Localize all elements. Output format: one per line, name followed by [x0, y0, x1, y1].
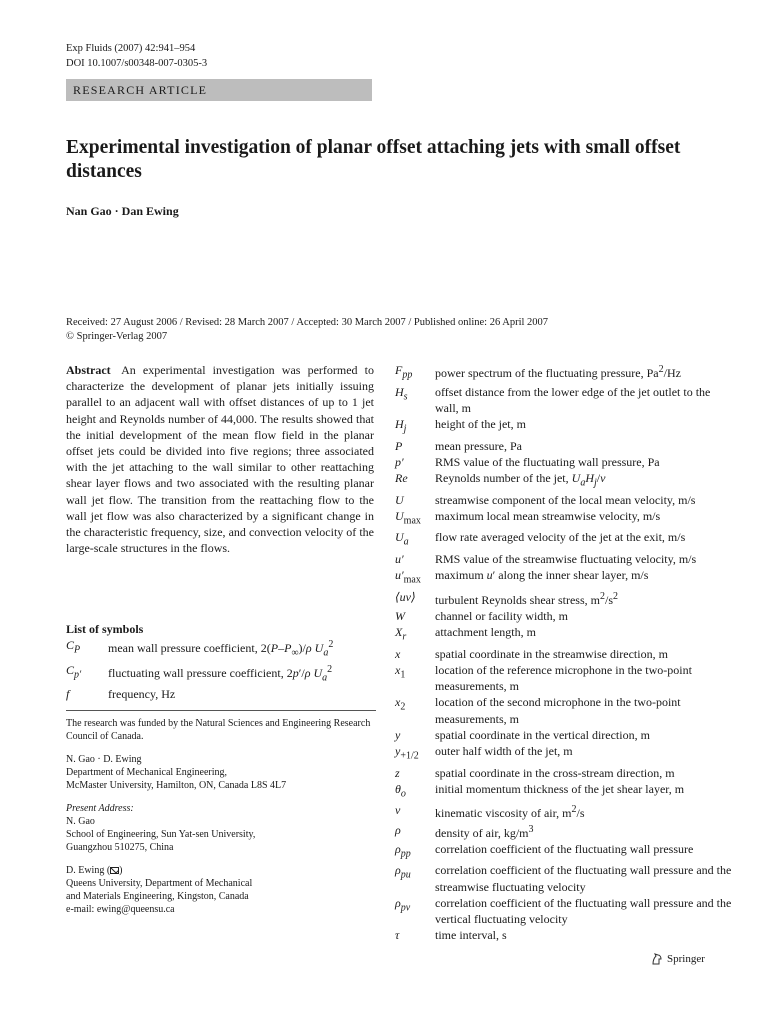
symbol-row	[395, 529, 735, 551]
symbol-row	[395, 589, 735, 608]
corresponding-author: D. Ewing ( ) Queens University, Department of Mechanical and Materials Engineering, Kingston, Canada e-mail: ewing@queensu.ca	[66, 864, 378, 916]
symbol-row	[395, 841, 735, 863]
symbol: $\theta_o$	[395, 781, 406, 800]
symbol-row	[395, 416, 735, 438]
symbol: z	[395, 765, 400, 780]
symbol: U	[395, 492, 404, 507]
symbol-definition: location of the reference microphone in the two-point measurements, m	[435, 662, 692, 694]
symbol-definition: spatial coordinate in the vertical direction, m	[435, 727, 650, 742]
symbol: p′	[395, 454, 404, 469]
symbol-row	[395, 438, 735, 454]
symbol: $\rho_{pv}$	[395, 895, 411, 914]
symbol: $\rho_{pp}$	[395, 841, 411, 860]
symbol: $u'_{max}$	[395, 568, 421, 586]
publisher-name: Springer	[667, 953, 705, 965]
symbol: ν	[395, 803, 401, 818]
symbol-definition: RMS value of the streamwise fluctuating velocity, m/s	[435, 551, 697, 566]
symbol-row	[395, 624, 735, 646]
list-of-symbols-heading: List of symbols	[66, 622, 144, 636]
symbol: $x_2$	[395, 695, 406, 713]
springer-horse-icon	[650, 952, 664, 966]
abstract-text: An experimental investigation was performed to characterize the development of planar jets initially issuing parallel to an adjacent wall with offset distances of up to 1 jet height and Reynolds number of 44,000. The results showed that the initial development of the mean flow field in the planar offset jets could be divided into five regions; three associated with the jet attaching to the wall similar to other reattaching shear layer flows and two associated with the resulting planar wall jet flow. The transition from the reattaching flow to the wall jet flow was also characterized by a significant change in the characteristic frequency, size, and convection velocity of the large-scale structures in the flows.	[66, 363, 375, 556]
list-of-symbols	[66, 621, 376, 703]
symbol-definition: correlation coefficient of the fluctuating wall pressure and the vertical fluctuating velocity	[435, 895, 732, 926]
symbol-row	[395, 662, 735, 694]
symbol-definition: Reynolds number of the jet, $U_aH_j/\nu$	[435, 471, 606, 489]
symbol: $U_{max}$	[395, 508, 421, 527]
symbol: P	[395, 438, 403, 453]
symbol-row	[66, 662, 376, 687]
symbol-definition: channel or facility width, m	[435, 608, 568, 623]
publisher-logo	[650, 952, 705, 966]
symbol: $C_P$	[66, 638, 81, 656]
symbol-definition: streamwise component of the local mean velocity, m/s	[435, 492, 696, 507]
symbol-definition: correlation coefficient of the fluctuating wall pressure	[435, 841, 694, 856]
footnote-divider	[66, 710, 376, 711]
journal-meta	[66, 41, 207, 71]
funding-note: The research was funded by the Natural Sciences and Engineering Research Council of Canada.	[66, 718, 371, 742]
symbol-definition: outer half width of the jet, m	[435, 744, 573, 758]
symbol-row	[395, 895, 735, 927]
symbol-row	[395, 765, 735, 781]
symbol: $x_1$	[395, 662, 406, 681]
symbol-definition: maximum u′ along the inner shear layer, m/s	[435, 568, 649, 583]
symbol-definition: density of air, $kg/m^3$	[435, 823, 534, 840]
symbol-row	[395, 781, 735, 803]
symbol: $H_s$	[395, 384, 408, 402]
symbol-definition: maximum local mean streamwise velocity, m/s	[435, 508, 661, 523]
symbol-row	[395, 470, 735, 492]
symbol-row	[395, 862, 735, 894]
symbol-row	[395, 454, 735, 470]
symbol: $X_r$	[395, 625, 407, 643]
symbol: $F_{pp}$	[395, 363, 413, 381]
symbol: $H_j$	[395, 417, 407, 435]
abstract-label: Abstract	[66, 363, 111, 377]
symbol: f	[66, 687, 70, 702]
article-type-banner: RESEARCH ARTICLE	[66, 79, 372, 101]
symbol-row	[395, 551, 735, 567]
symbol-row	[395, 567, 735, 589]
publication-history	[66, 316, 548, 344]
envelope-icon	[110, 867, 119, 874]
doi[interactable]: DOI 10.1007/s00348-007-0305-3	[66, 58, 208, 69]
paper-title: Experimental investigation of planar offset attaching jets with small offset distances	[66, 137, 681, 182]
symbol-definition: turbulent Reynolds shear stress, $m^2/s^2$	[435, 590, 618, 607]
symbol: ⟨uv⟩	[395, 589, 416, 604]
journal-citation: Exp Fluids (2007) 42:941–954	[66, 43, 196, 54]
symbol-row	[66, 686, 376, 702]
symbol-definition: mean pressure, Pa	[435, 438, 522, 453]
history-dates: Received: 27 August 2006 / Revised: 28 March 2007 / Accepted: 30 March 2007 / Published online: 26 April 2007	[66, 317, 549, 328]
symbol: y	[395, 727, 401, 742]
symbol-definition: initial momentum thickness of the jet shear layer, m	[435, 781, 685, 796]
symbol-row	[395, 743, 735, 765]
symbol: x	[395, 646, 401, 661]
symbol-definition: height of the jet, m	[435, 417, 526, 431]
symbol: $C_{p'}$	[66, 662, 82, 681]
symbol-definition: mean wall pressure coefficient, $2(P-P_\infty)/\rho$ $U_a^2$	[108, 639, 334, 659]
symbol: ρ	[395, 822, 401, 837]
symbols-list-continued	[395, 362, 735, 943]
symbol-row	[395, 492, 735, 508]
symbol-row	[395, 608, 735, 624]
symbol-definition: location of the second microphone in the two-point measurements, m	[435, 695, 681, 726]
copyright: © Springer-Verlag 2007	[66, 331, 168, 342]
contact-email[interactable]: e-mail: ewing@queensu.ca	[66, 904, 175, 915]
author-list: Nan Gao · Dan Ewing	[66, 204, 179, 218]
symbol-definition: fluctuating wall pressure coefficient, 2p′/ρ $U_a^2$	[108, 663, 333, 684]
symbol-definition: offset distance from the lower edge of the jet outlet to the wall, m	[435, 384, 711, 415]
symbol-row	[395, 727, 735, 743]
symbol: τ	[395, 928, 400, 943]
symbol: $y_{+1/2}$	[395, 744, 419, 762]
symbol: $U_a$	[395, 530, 409, 548]
symbol-definition: time interval, s	[435, 928, 507, 943]
symbol-row	[395, 646, 735, 662]
symbol-definition: spatial coordinate in the cross-stream direction, m	[435, 765, 675, 780]
symbol-definition: RMS value of the fluctuating wall pressure, Pa	[435, 454, 660, 469]
symbol: Re	[395, 471, 408, 485]
symbol-row	[395, 927, 735, 943]
symbol-definition: power spectrum of the fluctuating pressure, Pa$^2$/Hz	[435, 364, 681, 380]
symbol-row	[395, 822, 735, 841]
symbol-row	[395, 508, 735, 530]
abstract	[66, 362, 374, 556]
symbol-definition: kinematic viscosity of air, $m^2/s$	[435, 804, 585, 821]
symbol-definition: flow rate averaged velocity of the jet at the exit, m/s	[435, 530, 686, 545]
symbol-definition: spatial coordinate in the streamwise direction, m	[435, 646, 668, 661]
symbol-row	[395, 694, 735, 726]
symbol-definition: correlation coefficient of the fluctuating wall pressure and the streamwise fluctuating velocity	[435, 863, 732, 894]
symbol-row	[395, 802, 735, 821]
present-address: Present Address: N. Gao School of Engineering, Sun Yat-sen University, Guangzhou 510275, China	[66, 803, 256, 853]
symbol: W	[395, 608, 405, 623]
symbol: u′	[395, 551, 404, 566]
author-affiliation: N. Gao · D. Ewing Department of Mechanical Engineering, McMaster University, Hamilton, ON, Canada L8S 4L7	[66, 754, 287, 791]
symbol-row	[395, 384, 735, 416]
symbol-definition: frequency, Hz	[108, 687, 176, 702]
symbol-row	[395, 362, 735, 384]
symbol-row	[66, 637, 376, 662]
footnotes	[66, 717, 378, 926]
symbol-definition: attachment length, m	[435, 625, 536, 640]
symbol: $\rho_{pu}$	[395, 863, 411, 881]
